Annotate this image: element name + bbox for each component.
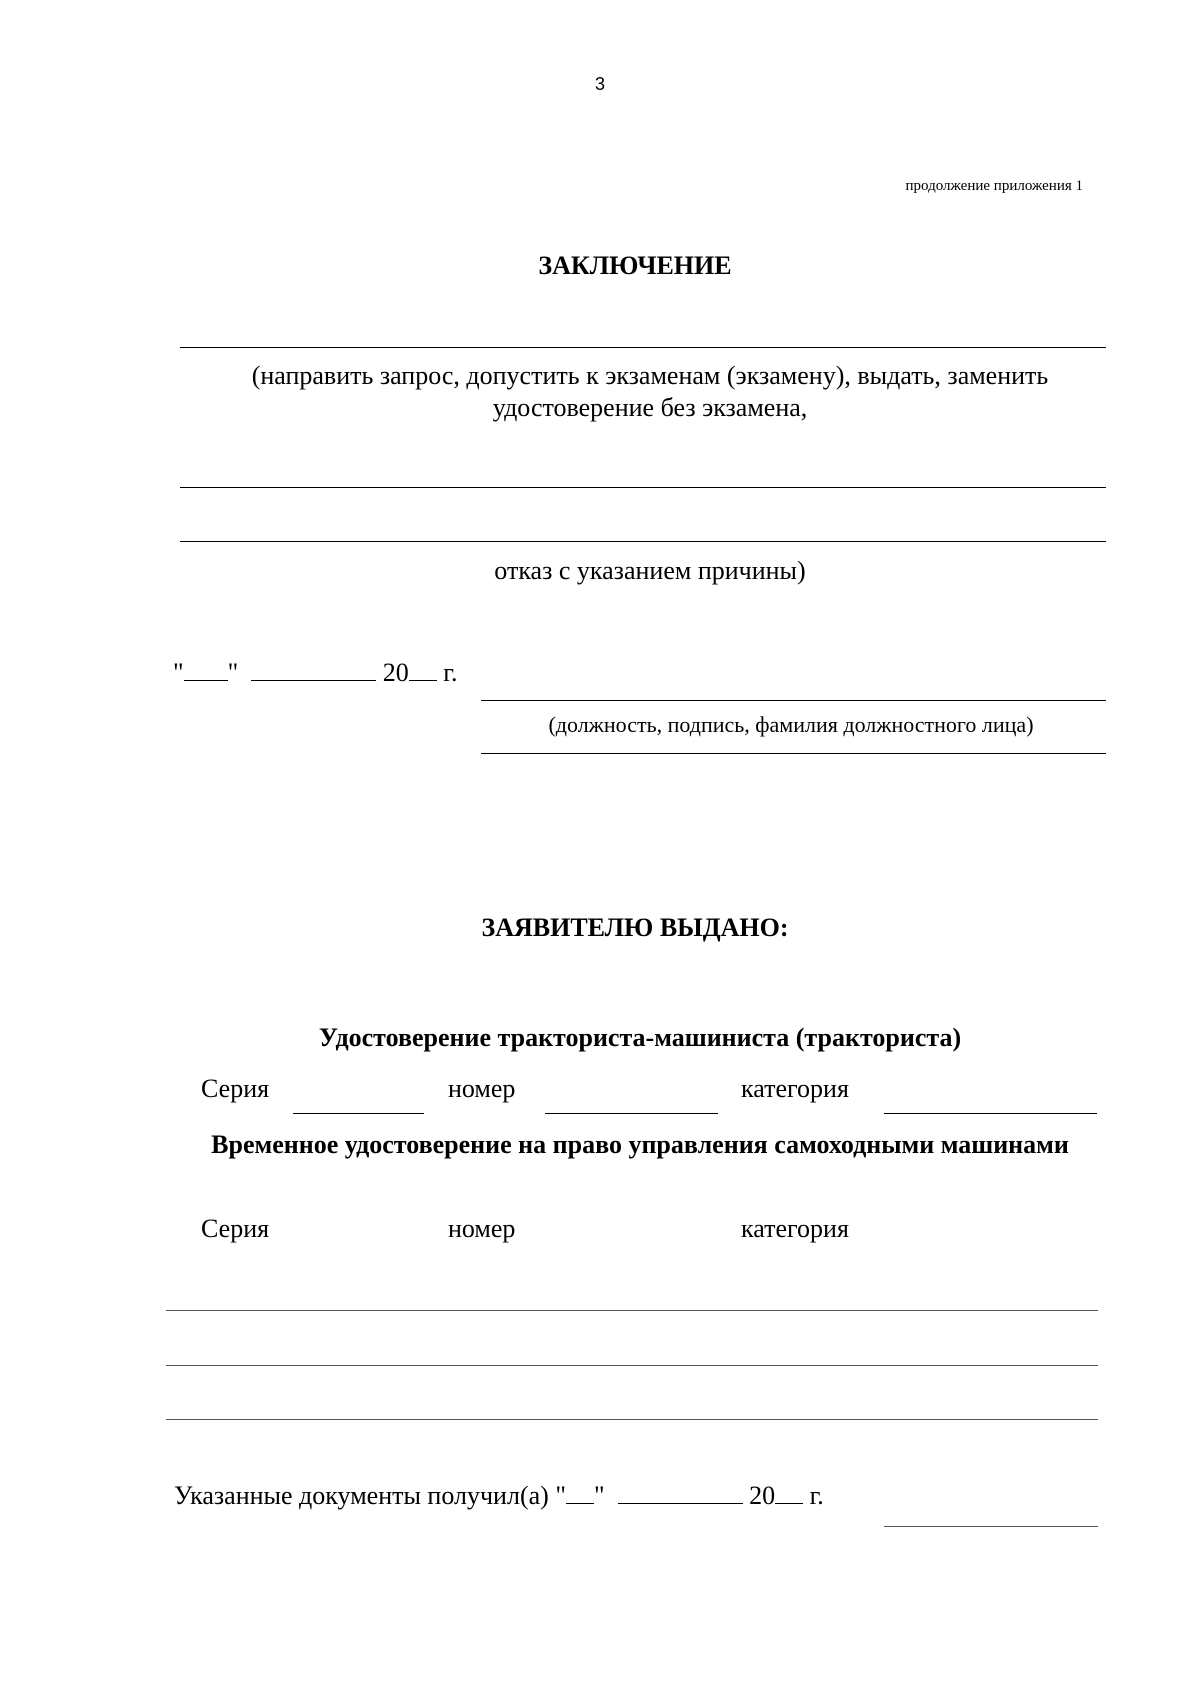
certificate-series-field[interactable] — [293, 1113, 424, 1114]
receipt-label: Указанные документы получил(а) — [174, 1481, 549, 1510]
receipt-year-suffix: г. — [809, 1481, 824, 1510]
signature-line[interactable] — [481, 700, 1106, 701]
date-quote-open: " — [173, 658, 184, 687]
receipt-year-prefix: 20 — [749, 1481, 776, 1510]
temporary-series-label: Серия — [201, 1214, 270, 1243]
page-number: 3 — [594, 74, 605, 94]
conclusion-title: ЗАКЛЮЧЕНИЕ — [538, 251, 732, 280]
receipt-day-blank[interactable] — [566, 1479, 594, 1504]
conclusion-refusal-hint: отказ с указанием причины) — [494, 556, 806, 585]
conclusion-line-2[interactable] — [180, 487, 1106, 488]
certificate-number-label: номер — [448, 1074, 516, 1103]
conclusion-line-3[interactable] — [180, 541, 1106, 542]
conclusion-line-1[interactable] — [180, 347, 1106, 348]
receipt-month-blank[interactable] — [618, 1479, 743, 1504]
receipt-quote-open: " — [555, 1481, 566, 1510]
signature-line-lower — [481, 753, 1106, 754]
receipt-year-blank[interactable] — [775, 1479, 803, 1504]
date-quote-close: " — [227, 658, 239, 687]
conclusion-date — [173, 656, 457, 688]
receipt-quote-close: " — [593, 1481, 605, 1510]
conclusion-decision-hint: (направить запрос, допустить к экзаменам (экзамену), выдать, заменить удостоверение без экзамена, — [251, 361, 1049, 422]
date-year-blank[interactable] — [409, 656, 437, 681]
date-month-blank[interactable] — [251, 656, 376, 681]
receipt-row — [174, 1479, 824, 1511]
appendix-note: продолжение приложения 1 — [905, 178, 1083, 194]
receipt-signature-line[interactable] — [884, 1526, 1098, 1527]
date-year-suffix: г. — [443, 658, 458, 687]
temporary-certificate-title: Временное удостоверение на право управления самоходными машинами — [211, 1130, 1069, 1159]
issued-notes-line-1[interactable] — [166, 1310, 1098, 1311]
certificate-category-label: категория — [741, 1074, 849, 1103]
issued-title: ЗАЯВИТЕЛЮ ВЫДАНО: — [481, 913, 789, 942]
issued-notes-line-2[interactable] — [166, 1365, 1098, 1366]
signature-caption: (должность, подпись, фамилия должностного лица) — [548, 712, 1034, 737]
certificate-number-field[interactable] — [545, 1113, 718, 1114]
temporary-number-label: номер — [448, 1214, 516, 1243]
date-day-blank[interactable] — [184, 656, 228, 681]
issued-notes-line-3[interactable] — [166, 1419, 1098, 1420]
date-year-prefix: 20 — [382, 658, 409, 687]
temporary-category-label: категория — [741, 1214, 849, 1243]
tractor-certificate-title: Удостоверение тракториста-машиниста (тракториста) — [318, 1023, 962, 1052]
certificate-series-label: Серия — [201, 1074, 270, 1103]
certificate-category-field[interactable] — [884, 1113, 1097, 1114]
